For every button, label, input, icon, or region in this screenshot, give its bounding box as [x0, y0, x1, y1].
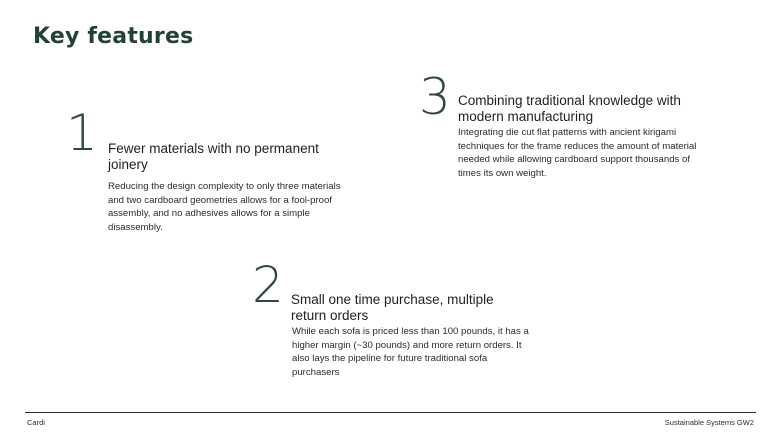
feature-2-heading: Small one time purchase, multiple return orders	[291, 292, 494, 323]
feature-3-body: Integrating die cut flat patterns with ancient kirigami techniques for the frame reduces the amount of material needed while allowing cardboard support thousands of times its own weight.	[458, 127, 697, 180]
feature-1-body: Reducing the design complexity to only three materials and two cardboard geometries allows for a fool-proof assembly, and no adhesives allows for a simple disassembly.	[108, 181, 341, 234]
feature-3-number: 3	[419, 68, 451, 126]
feature-1-number: 1	[66, 104, 98, 162]
feature-1-heading: Fewer materials with no permanent joinery	[108, 141, 319, 172]
footer-course-name: Sustainable Systems GW2	[664, 418, 754, 427]
feature-2-body: While each sofa is priced less than 100 pounds, it has a higher margin (~30 pounds) and more return orders. It also lays the pipeline for future traditional sofa purchasers	[292, 326, 529, 379]
footer-divider	[25, 412, 756, 413]
slide-title: Key features	[33, 24, 194, 49]
feature-2-number: 2	[252, 256, 284, 314]
footer-project-name: Cardi	[27, 418, 45, 427]
feature-3-heading: Combining traditional knowledge with modern manufacturing	[458, 93, 681, 124]
